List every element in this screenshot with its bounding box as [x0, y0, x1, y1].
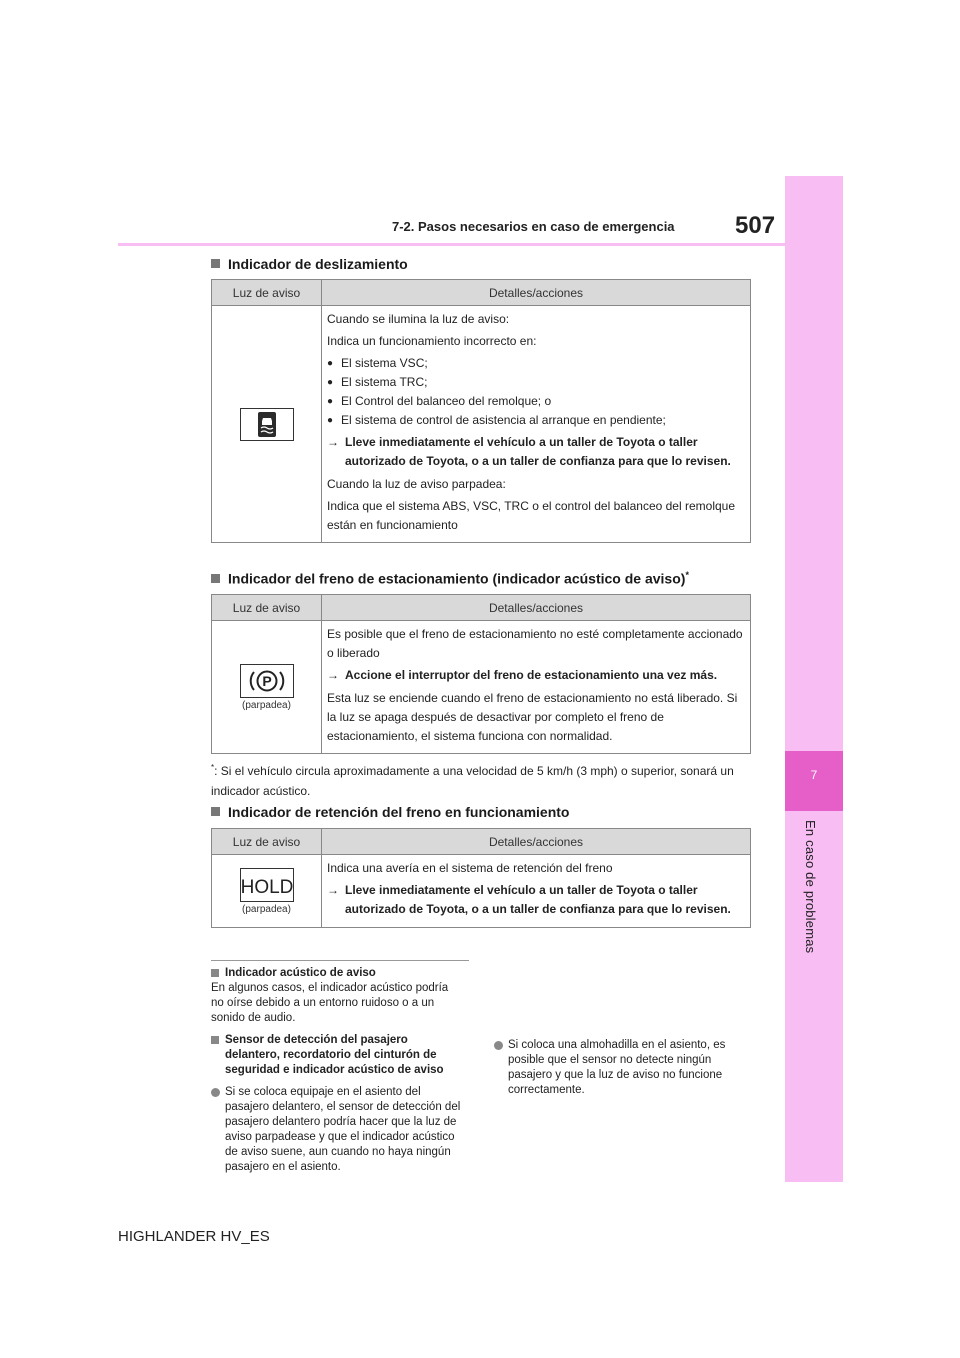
bullet-item: ● El Control del balanceo del remolque; o	[327, 392, 746, 411]
detail-text: Es posible que el freno de estacionamiento no esté completamente accionado o liberado	[327, 627, 743, 660]
details-cell	[322, 621, 751, 754]
brake-hold-icon	[240, 868, 294, 902]
page-number: 507	[735, 212, 776, 239]
warning-table-slip	[211, 279, 751, 543]
square-bullet-icon	[211, 574, 220, 583]
note-bullet: Si coloca una almohadilla en el asiento, es posible que el sensor no detecte ningún pasajero y que la luz de aviso no funcione correctamente.	[494, 1038, 744, 1098]
footnote: *: Si el vehículo circula aproximadamente a una velocidad de 5 km/h (3 mph) o superior, sonará un indicador acústico.	[211, 763, 734, 798]
bullet-item: ● El sistema VSC;	[327, 354, 746, 373]
detail-text: Indica que el sistema ABS, VSC, TRC o el control del balanceo del remolque están en funcionamiento	[327, 499, 735, 532]
table-row	[212, 306, 751, 543]
icon-caption: (parpadea)	[242, 903, 291, 915]
note-bullet: Si se coloca equipaje en el asiento del pasajero delantero, el sensor de detección del pasajero delantero podría hacer que la luz de aviso parpadease y que el indicador acústico de aviso suene, aun cuando no haya ningún pasajero en el asiento.	[211, 1085, 461, 1175]
warning-table-brake-hold	[211, 828, 751, 928]
note-heading: Sensor de detección del pasajero delantero, recordatorio del cinturón de seguridad e indicador acústico de aviso	[211, 1033, 461, 1078]
table-header-row	[212, 829, 751, 855]
notes-right-column	[494, 1038, 744, 1105]
section-title-slip: Indicador de deslizamiento	[211, 256, 408, 272]
table-header-row	[212, 595, 751, 621]
section-title-parking-brake: Indicador del freno de estacionamiento (indicador acústico de aviso)*	[211, 570, 689, 587]
icon-cell	[212, 855, 322, 928]
icon-cell	[212, 306, 322, 543]
action-instruction: → Accione el interruptor del freno de estacionamiento una vez más.	[327, 666, 746, 685]
details-cell	[322, 306, 751, 543]
icon-cell	[212, 621, 322, 754]
table-row	[212, 855, 751, 928]
icon-caption: (parpadea)	[242, 699, 291, 711]
header-rule	[118, 243, 785, 246]
notes-separator	[211, 960, 469, 961]
footer-model-name: HIGHLANDER HV_ES	[118, 1228, 270, 1245]
arrow-icon: →	[327, 435, 339, 449]
bullet-item: ● El sistema de control de asistencia al arranque en pendiente;	[327, 411, 746, 430]
action-instruction: → Lleve inmediatamente el vehículo a un taller de Toyota o taller autorizado de Toyota, o a un taller de confianza para que lo revisen.	[327, 435, 731, 468]
bullet-item: ● El sistema TRC;	[327, 373, 746, 392]
arrow-icon: →	[327, 883, 339, 897]
detail-text: Indica una avería en el sistema de retención del freno	[327, 861, 613, 875]
note-text: En algunos casos, el indicador acústico podría no oírse debido a un entorno ruidoso o a un sonido de audio.	[211, 982, 449, 1024]
arrow-icon: →	[327, 668, 339, 682]
detail-text: Cuando se ilumina la luz de aviso:	[327, 312, 510, 326]
square-bullet-icon	[211, 259, 220, 268]
note-heading: Indicador acústico de aviso	[211, 966, 461, 981]
detail-text: Indica un funcionamiento incorrecto en:	[327, 334, 537, 348]
chapter-number: 7	[810, 768, 818, 782]
slip-indicator-icon	[240, 408, 294, 441]
detail-text: Esta luz se enciende cuando el freno de estacionamiento no está liberado. Si la luz se apaga después de desactivar por completo el freno de estacionamiento, el sistema funciona con normalidad.	[327, 691, 738, 743]
details-cell	[322, 855, 751, 928]
header-warning-light: Luz de aviso	[212, 829, 322, 855]
notes-left-column	[211, 966, 461, 1182]
table-row	[212, 621, 751, 754]
header-warning-light: Luz de aviso	[212, 595, 322, 621]
parking-brake-icon	[240, 664, 294, 698]
warning-table-parking-brake	[211, 594, 751, 754]
detail-text: Cuando la luz de aviso parpadea:	[327, 477, 506, 491]
header-details: Detalles/acciones	[322, 280, 751, 306]
action-instruction: → Lleve inmediatamente el vehículo a un taller de Toyota o taller autorizado de Toyota, o a un taller de confianza para que lo revisen.	[327, 883, 731, 916]
chapter-side-strip	[785, 176, 843, 1182]
table-header-row	[212, 280, 751, 306]
section-title-brake-hold: Indicador de retención del freno en funcionamiento	[211, 804, 569, 820]
chapter-label: En caso de problemas	[803, 820, 818, 954]
header-warning-light: Luz de aviso	[212, 280, 322, 306]
svg-text:HOLD: HOLD	[240, 876, 293, 898]
square-bullet-icon	[211, 807, 220, 816]
svg-text:P: P	[261, 672, 272, 689]
header-details: Detalles/acciones	[322, 595, 751, 621]
section-header-title: 7-2. Pasos necesarios en caso de emergencia	[392, 219, 675, 234]
header-details: Detalles/acciones	[322, 829, 751, 855]
